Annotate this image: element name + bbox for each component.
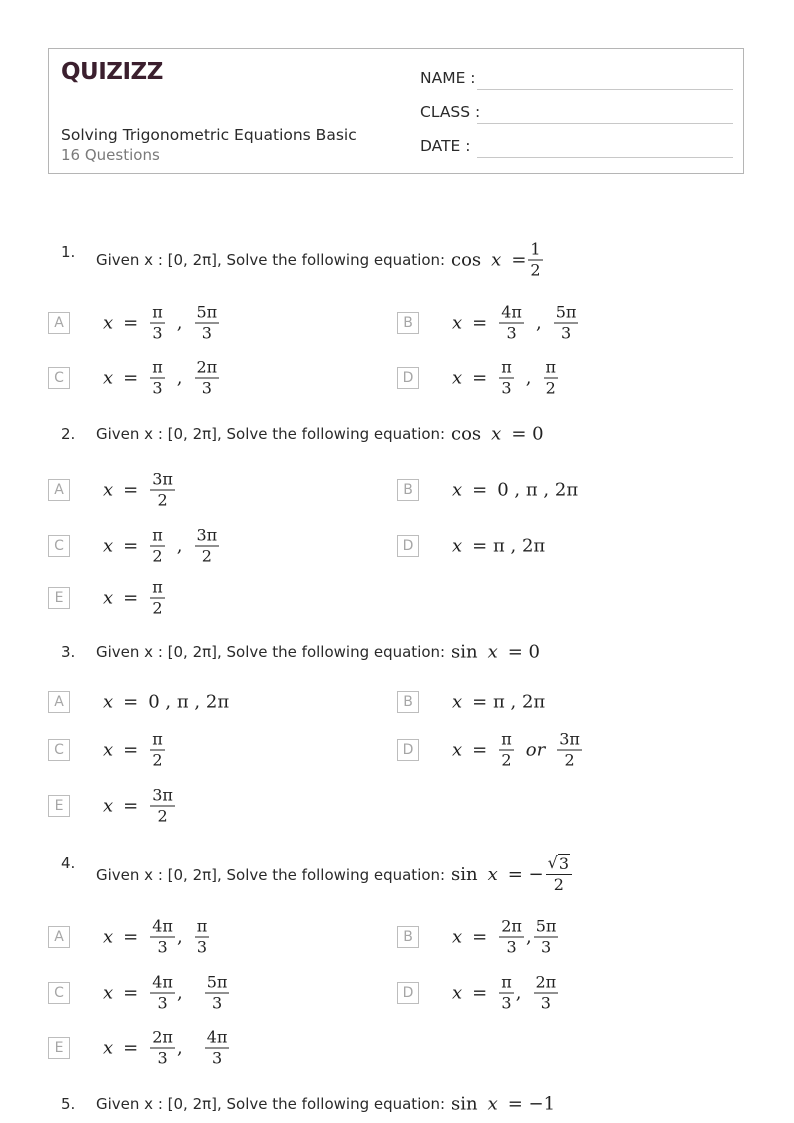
option-b-checkbox[interactable]: B xyxy=(397,479,419,501)
eq-function: cos xyxy=(451,249,482,271)
question-text: Given x : [0, 2π], Solve the following equation: xyxy=(96,643,446,661)
option-a[interactable]: x = $\frac{3\pi}{2}$ xyxy=(103,469,173,510)
option-c[interactable]: x = $\frac{\pi}{2}$ xyxy=(103,729,163,770)
question-text: Given x : [0, 2π], Solve the following equation: xyxy=(96,866,446,884)
name-label: NAME : xyxy=(420,69,476,87)
eq-sign: = xyxy=(511,249,527,271)
option-c-checkbox[interactable]: C xyxy=(48,535,70,557)
option-e-checkbox[interactable]: E xyxy=(48,1037,70,1059)
option-d[interactable]: x = π , 2π xyxy=(452,535,546,557)
option-b-checkbox[interactable]: B xyxy=(397,691,419,713)
option-b[interactable]: x = 0 , π , 2π xyxy=(452,479,579,501)
option-c-checkbox[interactable]: C xyxy=(48,982,70,1004)
option-a-checkbox[interactable]: A xyxy=(48,926,70,948)
question-equation: sin x = 0 xyxy=(451,641,541,663)
question-equation xyxy=(451,241,545,280)
question-text: Given x : [0, 2π], Solve the following equation: xyxy=(96,251,446,269)
option-a[interactable]: x = $\frac{4\pi}{3}$ , $\frac{\pi}{3}$ xyxy=(103,916,208,957)
option-c[interactable]: x = $\frac{\pi}{2}$ , $\frac{3\pi}{2}$ xyxy=(103,525,218,566)
option-d[interactable]: x = $\frac{\pi}{2}$ or $\frac{3\pi}{2}$ xyxy=(452,729,580,770)
option-a-checkbox[interactable]: A xyxy=(48,691,70,713)
option-c[interactable]: x = $\frac{\pi}{3}$ , $\frac{2\pi}{3}$ xyxy=(103,357,218,398)
question-number: 5. xyxy=(61,1095,76,1113)
question-number: 1. xyxy=(61,243,76,261)
option-e-checkbox[interactable]: E xyxy=(48,587,70,609)
option-e[interactable]: x = $\frac{\pi}{2}$ xyxy=(103,577,163,618)
option-d-checkbox[interactable]: D xyxy=(397,535,419,557)
eq-variable: x xyxy=(491,249,502,271)
eq-fraction: $\frac{1}{2}$ xyxy=(530,239,541,280)
option-d-checkbox[interactable]: D xyxy=(397,982,419,1004)
question-equation: sin x = − √ 3 2 xyxy=(451,854,574,894)
question-equation: sin x = −1 xyxy=(451,1093,556,1115)
name-field[interactable] xyxy=(477,89,733,90)
option-e[interactable]: x = $\frac{3\pi}{2}$ xyxy=(103,785,173,826)
question-number: 2. xyxy=(61,425,76,443)
question-equation: cos x = 0 xyxy=(451,423,544,445)
worksheet-title: Solving Trigonometric Equations Basic xyxy=(61,126,357,144)
worksheet-header xyxy=(48,48,744,174)
question-count: 16 Questions xyxy=(61,146,160,164)
option-a-checkbox[interactable]: A xyxy=(48,479,70,501)
option-a-checkbox[interactable]: A xyxy=(48,312,70,334)
option-d-checkbox[interactable]: D xyxy=(397,739,419,761)
option-a[interactable]: x = $\frac{\pi}{3}$ , $\frac{5\pi}{3}$ xyxy=(103,302,218,343)
option-a[interactable]: x = 0 , π , 2π xyxy=(103,691,230,713)
question-number: 4. xyxy=(61,854,76,872)
class-label: CLASS : xyxy=(420,103,481,121)
option-d[interactable]: x = $\frac{\pi}{3}$ , $\frac{2\pi}{3}$ xyxy=(452,972,557,1013)
option-c-checkbox[interactable]: C xyxy=(48,367,70,389)
class-field[interactable] xyxy=(477,123,733,124)
option-b-checkbox[interactable]: B xyxy=(397,926,419,948)
question-text: Given x : [0, 2π], Solve the following equation: xyxy=(96,425,446,443)
option-d[interactable]: x = $\frac{\pi}{3}$ , $\frac{\pi}{2}$ xyxy=(452,357,557,398)
option-b-checkbox[interactable]: B xyxy=(397,312,419,334)
option-e-checkbox[interactable]: E xyxy=(48,795,70,817)
date-label: DATE : xyxy=(420,137,471,155)
quizizz-logo: QUIZIZZ xyxy=(61,59,163,85)
option-c[interactable]: x = $\frac{4\pi}{3}$ , $\frac{5\pi}{3}$ xyxy=(103,972,228,1013)
question-text: Given x : [0, 2π], Solve the following equation: xyxy=(96,1095,446,1113)
option-d-checkbox[interactable]: D xyxy=(397,367,419,389)
option-c-checkbox[interactable]: C xyxy=(48,739,70,761)
question-number: 3. xyxy=(61,643,76,661)
date-field[interactable] xyxy=(477,157,733,158)
option-b[interactable]: x = π , 2π xyxy=(452,691,546,713)
option-b[interactable]: x = $\frac{4\pi}{3}$ , $\frac{5\pi}{3}$ xyxy=(452,302,577,343)
option-b[interactable]: x = $\frac{2\pi}{3}$ , $\frac{5\pi}{3}$ xyxy=(452,916,557,957)
option-e[interactable]: x = $\frac{2\pi}{3}$ , $\frac{4\pi}{3}$ xyxy=(103,1027,228,1068)
